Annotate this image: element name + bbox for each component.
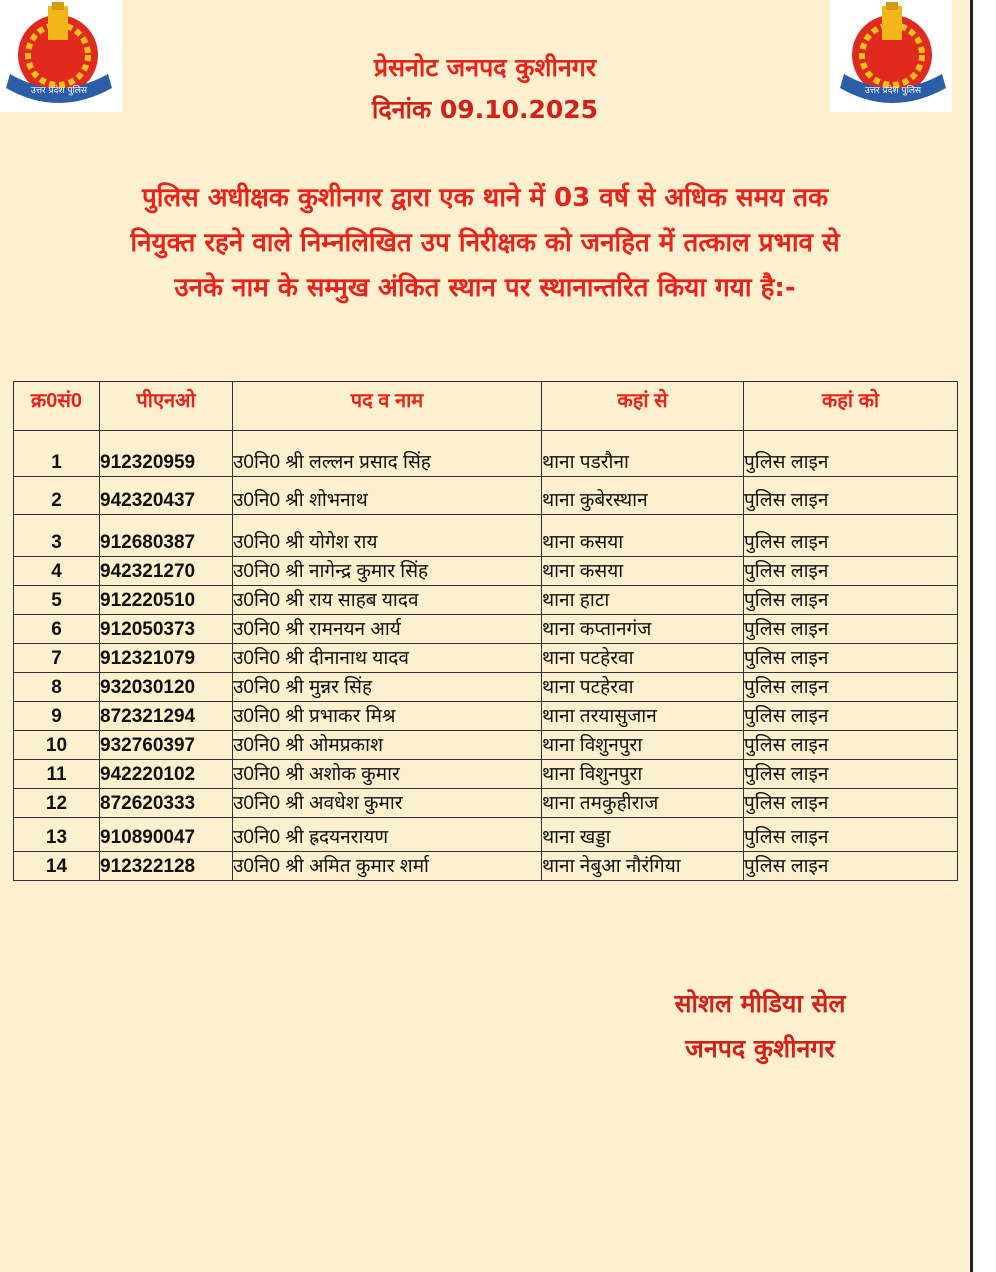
to-cell: पुलिस लाइन: [744, 477, 958, 515]
pno-cell: 942321270: [100, 557, 233, 586]
name-cell: उ0नि0 श्री ह्रदयनरायण: [233, 818, 542, 852]
to-cell: पुलिस लाइन: [744, 673, 958, 702]
serial-cell: 14: [14, 852, 100, 881]
serial-cell: 13: [14, 818, 100, 852]
pno-cell: 872321294: [100, 702, 233, 731]
pno-cell: 872620333: [100, 789, 233, 818]
to-cell: पुलिस लाइन: [744, 615, 958, 644]
to-cell: पुलिस लाइन: [744, 557, 958, 586]
serial-cell: 7: [14, 644, 100, 673]
from-cell: थाना कुबेरस्थान: [542, 477, 744, 515]
emblem-text: उत्तर प्रदेश पुलिस: [864, 86, 922, 96]
table-row: [14, 557, 958, 586]
serial-cell: 10: [14, 731, 100, 760]
pno-cell: 932030120: [100, 673, 233, 702]
from-cell: थाना पटहेरवा: [542, 673, 744, 702]
pno-cell: 912320959: [100, 431, 233, 477]
name-cell: उ0नि0 श्री अशोक कुमार: [233, 760, 542, 789]
name-cell: उ0नि0 श्री रामनयन आर्य: [233, 615, 542, 644]
table-row: [14, 644, 958, 673]
from-cell: थाना तमकुहीराज: [542, 789, 744, 818]
table-row: [14, 702, 958, 731]
footer-cell-name: सोशल मीडिया सेल: [674, 989, 846, 1018]
table-header-row: [14, 382, 958, 431]
table-row: [14, 760, 958, 789]
pno-cell: 912220510: [100, 586, 233, 615]
pno-cell: 912321079: [100, 644, 233, 673]
name-cell: उ0नि0 श्री प्रभाकर मिश्र: [233, 702, 542, 731]
from-cell: थाना विशुनपुरा: [542, 760, 744, 789]
table-row: [14, 586, 958, 615]
page-title: प्रेसनोट जनपद कुशीनगर: [373, 53, 597, 82]
to-cell: पुलिस लाइन: [744, 644, 958, 673]
col-header-pno: पीएनओ: [100, 382, 233, 431]
table-row: [14, 615, 958, 644]
from-cell: थाना पडरौना: [542, 431, 744, 477]
name-cell: उ0नि0 श्री योगेश राय: [233, 515, 542, 557]
name-cell: उ0नि0 श्री मुन्नर सिंह: [233, 673, 542, 702]
name-cell: उ0नि0 श्री अवधेश कुमार: [233, 789, 542, 818]
serial-cell: 12: [14, 789, 100, 818]
from-cell: थाना विशुनपुरा: [542, 731, 744, 760]
pno-cell: 912050373: [100, 615, 233, 644]
name-cell: उ0नि0 श्री लल्लन प्रसाद सिंह: [233, 431, 542, 477]
pno-cell: 942220102: [100, 760, 233, 789]
name-cell: उ0नि0 श्री दीनानाथ यादव: [233, 644, 542, 673]
pno-cell: 910890047: [100, 818, 233, 852]
name-cell: उ0नि0 श्री अमित कुमार शर्मा: [233, 852, 542, 881]
pno-cell: 912680387: [100, 515, 233, 557]
serial-cell: 1: [14, 431, 100, 477]
from-cell: थाना हाटा: [542, 586, 744, 615]
col-header-to: कहां को: [744, 382, 958, 431]
to-cell: पुलिस लाइन: [744, 702, 958, 731]
from-cell: थाना कसया: [542, 557, 744, 586]
to-cell: पुलिस लाइन: [744, 789, 958, 818]
from-cell: थाना खड्डा: [542, 818, 744, 852]
col-header-name: पद व नाम: [233, 382, 542, 431]
pno-cell: 942320437: [100, 477, 233, 515]
emblem-text: उत्तर प्रदेश पुलिस: [30, 86, 88, 96]
serial-cell: 8: [14, 673, 100, 702]
serial-cell: 9: [14, 702, 100, 731]
from-cell: थाना पटहेरवा: [542, 644, 744, 673]
col-header-from: कहां से: [542, 382, 744, 431]
serial-cell: 11: [14, 760, 100, 789]
table-row: [14, 852, 958, 881]
intro-line: नियुक्त रहने वाले निम्नलिखित उप निरीक्षक को जनहित में तत्काल प्रभाव से: [130, 228, 840, 258]
table-row: [14, 789, 958, 818]
to-cell: पुलिस लाइन: [744, 515, 958, 557]
intro-paragraph: [40, 176, 930, 311]
from-cell: थाना नेबुआ नौरंगिया: [542, 852, 744, 881]
transfer-table: [13, 381, 958, 881]
page-edge-divider: [970, 0, 973, 1272]
name-cell: उ0नि0 श्री नागेन्द्र कुमार सिंह: [233, 557, 542, 586]
from-cell: थाना कसया: [542, 515, 744, 557]
name-cell: उ0नि0 श्री ओमप्रकाश: [233, 731, 542, 760]
from-cell: थाना तरयासुजान: [542, 702, 744, 731]
table-row: [14, 818, 958, 852]
from-cell: थाना कप्तानगंज: [542, 615, 744, 644]
date-line: दिनांक 09.10.2025: [371, 95, 599, 124]
footer-district: जनपद कुशीनगर: [685, 1034, 835, 1063]
pno-cell: 912322128: [100, 852, 233, 881]
to-cell: पुलिस लाइन: [744, 431, 958, 477]
serial-cell: 3: [14, 515, 100, 557]
serial-cell: 6: [14, 615, 100, 644]
serial-cell: 5: [14, 586, 100, 615]
table-row: [14, 731, 958, 760]
name-cell: उ0नि0 श्री शोभनाथ: [233, 477, 542, 515]
to-cell: पुलिस लाइन: [744, 818, 958, 852]
to-cell: पुलिस लाइन: [744, 852, 958, 881]
to-cell: पुलिस लाइन: [744, 731, 958, 760]
to-cell: पुलिस लाइन: [744, 586, 958, 615]
table-row: [14, 673, 958, 702]
table-row: [14, 477, 958, 515]
table-row: [14, 515, 958, 557]
to-cell: पुलिस लाइन: [744, 760, 958, 789]
pno-cell: 932760397: [100, 731, 233, 760]
table-row: [14, 431, 958, 477]
intro-line: उनके नाम के सम्मुख अंकित स्थान पर स्थानान्तरित किया गया है:-: [174, 273, 796, 303]
serial-cell: 2: [14, 477, 100, 515]
name-cell: उ0नि0 श्री राय साहब यादव: [233, 586, 542, 615]
col-header-serial: क्र0सं0: [14, 382, 100, 431]
intro-line: पुलिस अधीक्षक कुशीनगर द्वारा एक थाने में 03 वर्ष से अधिक समय तक: [141, 183, 829, 213]
serial-cell: 4: [14, 557, 100, 586]
